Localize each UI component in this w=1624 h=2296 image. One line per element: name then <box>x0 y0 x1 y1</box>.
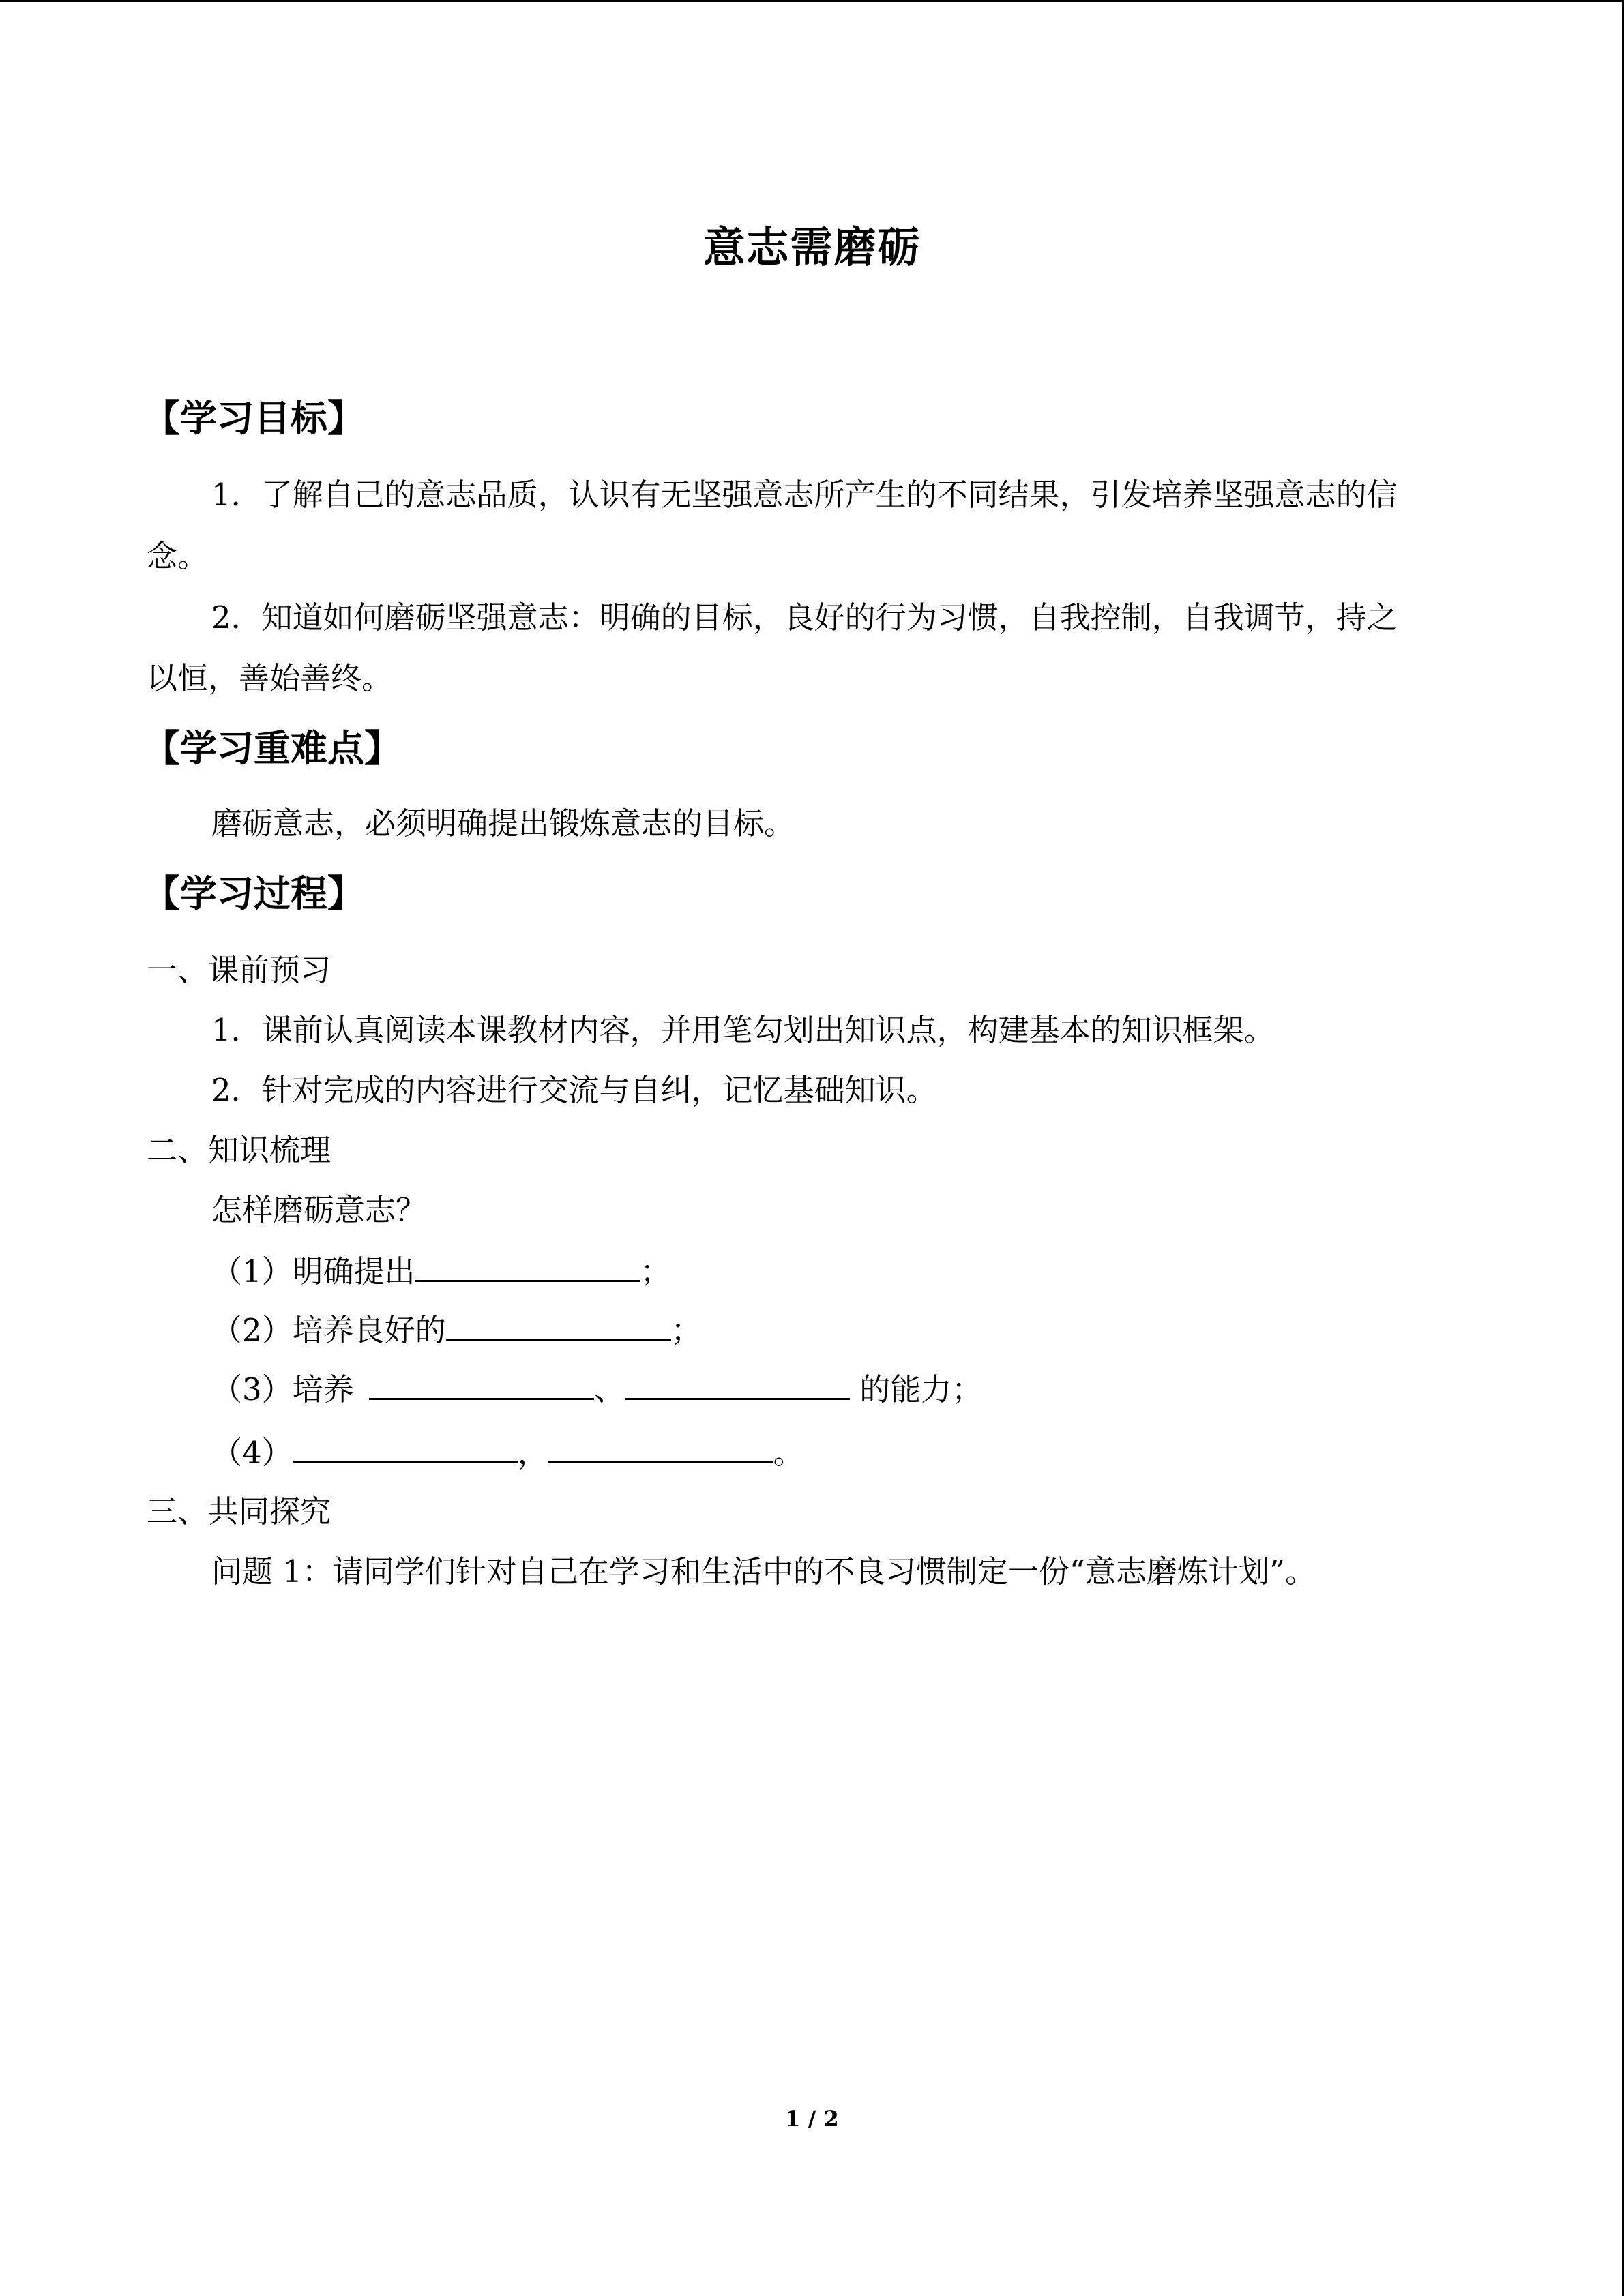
part1-item-1: 1．课前认真阅读本课教材内容，并用笔勾划出知识点，构建基本的知识框架。 <box>211 1012 1275 1048</box>
page-number: 1 / 2 <box>785 2106 839 2132</box>
goal-item-2-line-1: 2．知道如何磨砺坚强意志：明确的目标，良好的行为习惯，自我控制，自我调节，持之 <box>211 599 1398 636</box>
section-heading-key-points: 【学习重难点】 <box>143 727 401 770</box>
fill-item-4-separator: ， <box>517 1435 548 1471</box>
goal-item-1-line-2: 念。 <box>147 538 209 574</box>
part3-problem-1: 问题 1：请同学们针对自己在学习和生活中的不良习惯制定一份“意志磨炼计划”。 <box>211 1553 1316 1590</box>
fill-item-3-separator: 、 <box>593 1371 625 1407</box>
key-points-text: 磨砺意志，必须明确提出锻炼意志的目标。 <box>211 805 795 841</box>
fill-item-1-prefix: （1）明确提出 <box>211 1253 415 1289</box>
fill-item-2 <box>211 1310 702 1351</box>
part3-title: 三、共同探究 <box>147 1493 331 1530</box>
part1-title: 一、课前预习 <box>147 952 331 988</box>
goal-item-2-line-2: 以恒，善始善终。 <box>147 660 393 696</box>
answer-blank-4b[interactable] <box>548 1434 773 1463</box>
answer-blank-3a[interactable] <box>369 1371 594 1400</box>
part2-question: 怎样磨砺意志？ <box>211 1192 427 1228</box>
fill-item-4-prefix: （4） <box>211 1435 293 1471</box>
part2-title: 二、知识梳理 <box>147 1132 331 1168</box>
fill-item-3-suffix: 的能力； <box>859 1371 983 1407</box>
section-heading-goals: 【学习目标】 <box>143 397 364 440</box>
answer-blank-3b[interactable] <box>625 1371 850 1400</box>
document-title: 意志需磨砺 <box>703 222 921 272</box>
fill-item-2-prefix: （2）培养良好的 <box>211 1312 446 1348</box>
section-heading-process: 【学习过程】 <box>143 872 364 915</box>
fill-item-4-suffix: 。 <box>773 1435 804 1471</box>
fill-item-4 <box>211 1433 804 1474</box>
fill-item-3-prefix: （3）培养 <box>211 1371 354 1407</box>
answer-blank-2[interactable] <box>446 1311 671 1341</box>
goal-item-1-line-1: 1．了解自己的意志品质，认识有无坚强意志所产生的不同结果，引发培养坚强意志的信 <box>211 477 1398 513</box>
fill-item-1-suffix: ； <box>640 1253 671 1289</box>
part1-item-2: 2．针对完成的内容进行交流与自纠，记忆基础知识。 <box>211 1072 937 1108</box>
fill-item-2-suffix: ； <box>670 1312 702 1348</box>
fill-item-3 <box>211 1369 982 1410</box>
fill-item-1 <box>211 1251 671 1292</box>
answer-blank-1[interactable] <box>415 1253 640 1282</box>
answer-blank-4a[interactable] <box>293 1434 518 1463</box>
